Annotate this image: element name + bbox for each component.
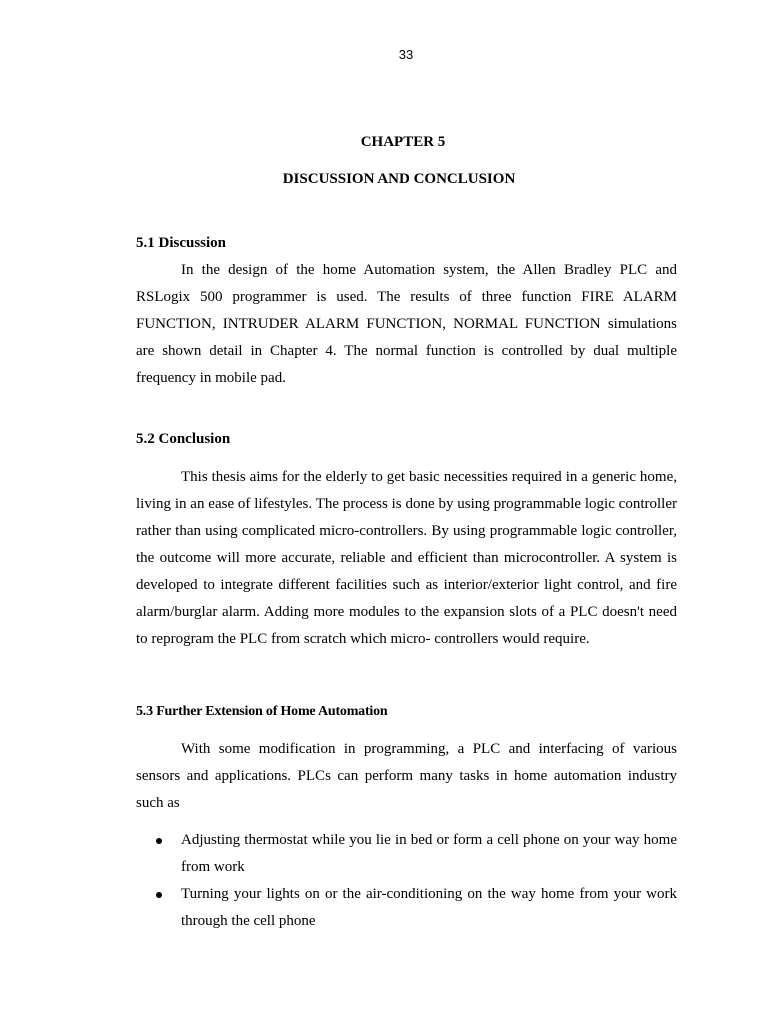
extension-paragraph: With some modification in programming, a PLC and interfacing of various sensors and applications. PLCs can perform many tasks in home automation industry such as [136,741,677,811]
list-item-text: Turning your lights on or the air-conditioning on the way home from your work through the cell phone [181,886,677,929]
list-item [136,881,677,935]
list-item [136,827,677,881]
section-heading-conclusion: 5.2 Conclusion [136,431,231,447]
bullet-icon [156,892,162,898]
conclusion-paragraph: This thesis aims for the elderly to get basic necessities required in a generic home, living in an ease of lifestyles. The process is done by using programmable logic controller rather than using complicated micro-controllers. By using programmable logic controller, the outcome will more accurate, reliable and efficient than microcontroller. A system is developed to integrate different facilities such as interior/exterior light control, and fire alarm/burglar alarm. Adding more modules to the expansion slots of a PLC doesn't need to reprogram the PLC from scratch which micro- controllers would require. [136,469,677,647]
discussion-paragraph: In the design of the home Automation system, the Allen Bradley PLC and RSLogix 500 programmer is used. The results of three function FIRE ALARM FUNCTION, INTRUDER ALARM FUNCTION, NORMAL FUNCTION simulations are shown detail in Chapter 4. The normal function is controlled by dual multiple frequency in mobile pad. [136,262,677,386]
section-heading-extension: 5.3 Further Extension of Home Automation [136,704,388,719]
bullet-icon [156,838,162,844]
list-item-text: Adjusting thermostat while you lie in bed or form a cell phone on your way home from work [181,832,677,875]
chapter-title: DISCUSSION AND CONCLUSION [282,171,516,187]
extension-bullet-list [136,827,677,935]
section-heading-discussion: 5.1 Discussion [136,235,227,251]
chapter-label: CHAPTER 5 [360,134,446,150]
page-number: 33 [398,47,414,62]
